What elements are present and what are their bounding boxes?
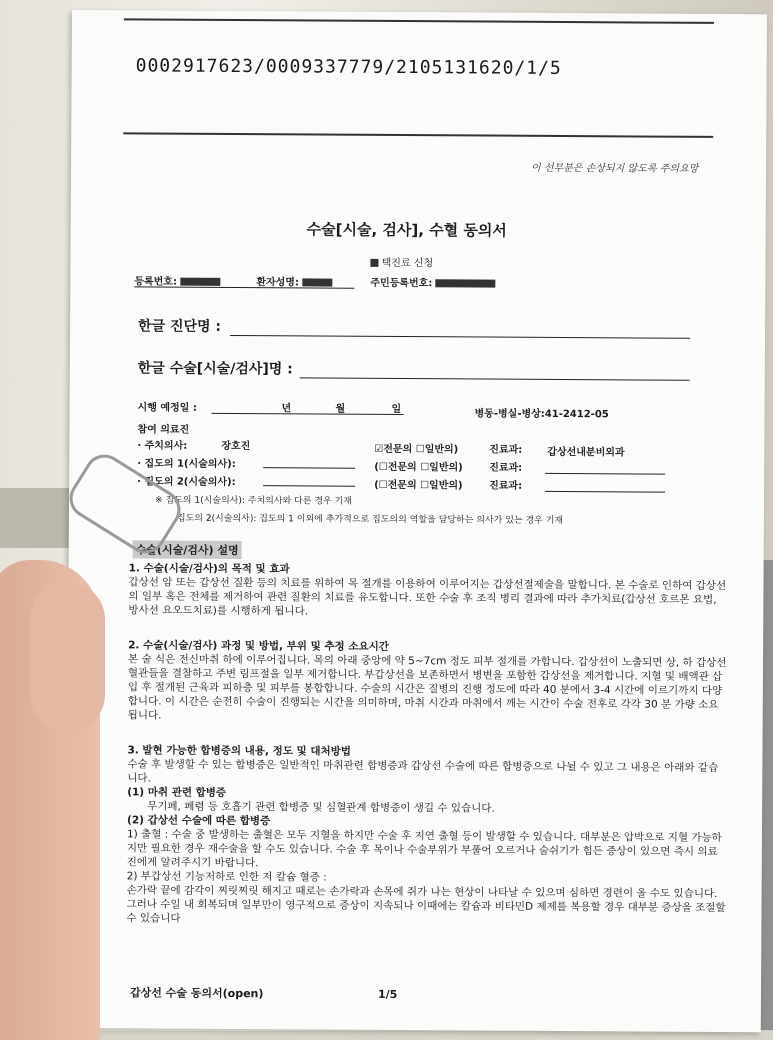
section-body: 수술 후 발생할 수 있는 합병증은 일반적인 마취관련 합병증과 갑상선 수술에 따른 합병증으로 나뉠 수 있고 그 내용은 아래와 같습니다. xyxy=(127,758,719,785)
specialist-checkbox: ☑전문의 ☐일반의) xyxy=(374,443,459,456)
explanation-section-title: 수술(시술/검사) 설명 xyxy=(133,540,242,559)
schedule-label: 시행 예정일 : xyxy=(137,402,197,414)
section-heading: 2. 수술(시술/검사) 과정 및 방법, 부위 및 추정 소요시간 xyxy=(128,639,389,653)
thumb xyxy=(30,582,105,732)
doctor-name-line xyxy=(263,467,355,469)
top-rule xyxy=(124,18,714,24)
section-heading: 1. 수술(시술/검사)의 목적 및 효과 xyxy=(128,562,290,576)
doctor-name-line xyxy=(263,485,355,487)
schedule-year: 년 xyxy=(281,403,292,415)
section-heading: 3. 발현 가능한 합병증의 내용, 정도 및 대처방법 xyxy=(127,744,351,758)
clinic-line xyxy=(370,254,433,269)
barcode-rule xyxy=(123,132,713,138)
redaction xyxy=(180,278,220,286)
barcode-number: 0002917623/0009337779/2105131620/1/5 xyxy=(135,55,562,79)
subsection-item-title: 2) 부갑상선 기능저하로 인한 저 칼슘 혈증 : xyxy=(126,870,327,884)
dept-label: 진료과: xyxy=(489,444,523,456)
specialist-checkbox: (☐전문의 ☐일반의) xyxy=(374,479,463,492)
dept-line xyxy=(545,491,665,493)
reg-label: 등록번호: xyxy=(134,276,178,288)
doctor-role: · 주치의사: xyxy=(137,440,188,452)
footer-page-number: 1/5 xyxy=(377,987,398,1002)
patient-rrn xyxy=(370,274,496,290)
redaction xyxy=(370,259,378,267)
diagnosis-line xyxy=(230,335,690,339)
caution-note: 이 선부분은 손상되지 않도록 주의요망 xyxy=(531,162,699,175)
section-body: 갑상선 암 또는 갑상선 질환 등의 치료를 위하여 목 절개를 이용하여 이루어지는 갑상선절제술을 말합니다. 본 수술로 인하여 갑상선의 일부 혹은 전체를 제거하여 관련 질환의 치료를 유도합니다. 또한 수술 후 조직 병리 결과에 따라 추가치료(갑상선 호르몬 요법, 방사선 요오드치료)를 시행하게 됩니다. xyxy=(128,576,727,618)
doctor-role: · 집도의 1(시술의사): xyxy=(137,458,236,471)
footer-doc-name: 갑상선 수술 동의서(open) xyxy=(129,986,264,1001)
dept-value: 갑상선내분비외과 xyxy=(547,446,625,459)
schedule-month: 월 xyxy=(335,403,346,415)
schedule-line xyxy=(212,413,404,415)
redaction xyxy=(302,278,332,286)
section-2 xyxy=(128,638,729,726)
subsection-body: 손가락 끝에 감각이 찌릿찌릿 해지고 때로는 손가락과 손목에 쥐가 나는 현상이 나타날 수 있으며 심하면 경련이 올 수도 있습니다. 그러나 수일 내 회복되며 일부만이 영구적으로 증상이 지속되나 이때에는 칼슘과 비타민D 제제를 복용할 경우 대부분 증상을 조절할 수 있습니다 xyxy=(126,884,726,925)
subsection-heading: (2) 갑상선 수술에 따른 합병증 xyxy=(127,814,271,828)
procedure-line xyxy=(300,377,690,380)
diagnosis-label: 한글 진단명 : xyxy=(138,318,222,335)
doctor-name: 장호진 xyxy=(221,440,251,453)
dept-label: 진료과: xyxy=(489,480,523,492)
name-label: 환자성명: xyxy=(256,277,300,289)
subsection-body: 무기폐, 폐렴 등 호흡기 관련 합병증 및 심혈관계 합병증이 생길 수 있습니다. xyxy=(147,800,495,815)
rrn-label: 주민등록번호: xyxy=(370,277,433,290)
ward-info: 병동-병실-병상:41-2412-05 xyxy=(474,408,609,421)
dept-label: 진료과: xyxy=(489,462,523,474)
section-3 xyxy=(126,743,727,929)
clinic-label: 택진료 신청 xyxy=(381,257,434,270)
form-title: 수술[시술, 검사], 수혈 동의서 xyxy=(306,220,507,240)
patient-underline xyxy=(134,286,354,288)
schedule-day: 일 xyxy=(391,403,402,416)
doctor-note-1: ※ 집도의 1(시술의사): 주치의사와 다른 경우 기재 xyxy=(154,495,353,507)
doctor-role: · 집도의 2(시술의사): xyxy=(137,476,236,489)
specialist-checkbox: (☐전문의 ☐일반의) xyxy=(374,461,463,474)
section-body: 본 술 식은 전신마취 하에 이루어집니다. 목의 아래 중앙에 약 5~7cm 정도 피부 절개를 가합니다. 갑상선이 노출되면 상, 하 갑상선 혈관들을 결찰하고 주변 림프절을 일부 제거합니다. 부갑상선을 보존하면서 병변을 포함한 갑상선을 제거합니다. 지혈 및 배액관 삽입 후 절개된 근육과 피하층 및 피부를 봉합합니다. 수술의 시간은 질병의 진행 정도에 따라 40 분에서 3-4 시간에 이르기까지 다양합니다. 이 시간은 순전히 수술이 진행되는 시간을 의미하며, 마취 시간과 마취에서 깨는 시간이 수술 전후로 각각 30 분 가량 소요됩니다. xyxy=(127,653,727,722)
redaction xyxy=(436,279,496,287)
doctor-note-2: 집도의 2(시술의사): 집도의 1 이외에 추가적으로 집도의의 역할을 담당하는 의사가 있는 경우 기재 xyxy=(176,513,564,527)
doctors-heading: 참여 의료진 xyxy=(137,424,190,436)
procedure-label: 한글 수술[시술/검사]명 : xyxy=(137,360,293,378)
section-1 xyxy=(128,561,728,621)
subsection-heading: (1) 마취 관련 합병증 xyxy=(127,786,227,799)
subsection-body: 1) 출혈 : 수술 중 발생하는 출혈은 모두 지혈을 하지만 수술 후 지연 출혈 등이 발생할 수 있습니다. 대부분은 압박으로 지혈 가능하지만 필요한 경우 재수술을 할 수도 있습니다. 수술 후 목이나 수술부위가 부풀어 오르거나 숨쉬기가 힘든 증상이 있으면 즉시 의료진에게 알려주시기 바랍니다. xyxy=(126,828,722,870)
dept-line xyxy=(545,473,665,475)
